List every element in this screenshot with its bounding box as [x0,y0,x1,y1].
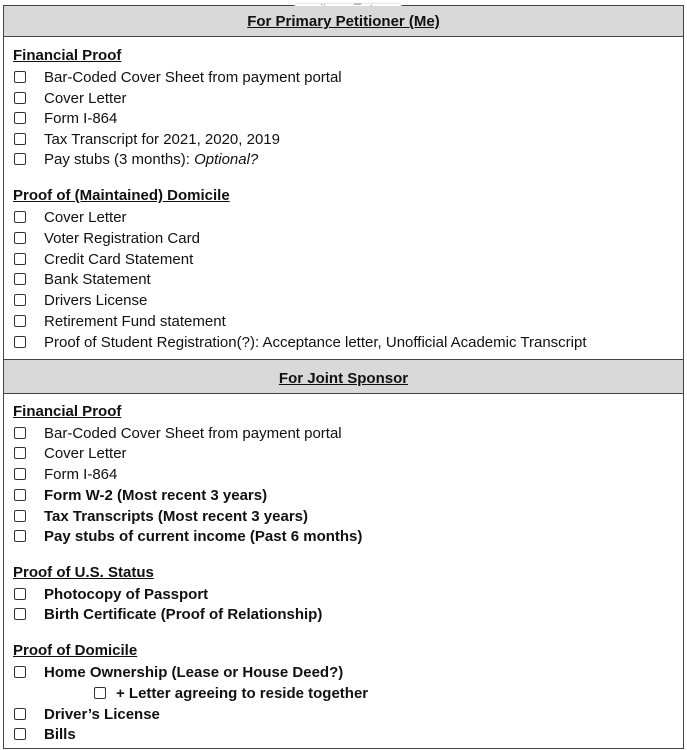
checkbox[interactable] [14,112,26,124]
joint-financial-heading: Financial Proof [13,403,122,420]
primary-financial-item[interactable]: Form I-864 [14,108,117,128]
checkbox[interactable] [14,71,26,83]
primary-domicile-item[interactable]: Cover Letter [14,207,127,227]
primary-financial-heading: Financial Proof [13,47,122,64]
joint-financial-item[interactable]: Tax Transcripts (Most recent 3 years) [14,506,308,526]
primary-domicile-item[interactable]: Drivers License [14,290,147,310]
primary-financial-item[interactable]: Pay stubs (3 months): Optional? [14,149,258,169]
joint-status-item[interactable]: Birth Certificate (Proof of Relationship) [14,604,322,624]
primary-petitioner-header: For Primary Petitioner (Me) [4,6,683,37]
primary-financial-item[interactable]: Bar-Coded Cover Sheet from payment portal [14,67,342,87]
checkbox[interactable] [14,253,26,265]
checkbox[interactable] [14,510,26,522]
checkbox[interactable] [14,608,26,620]
checkbox[interactable] [14,92,26,104]
checkbox[interactable] [14,468,26,480]
joint-financial-item[interactable]: Pay stubs of current income (Past 6 months) [14,526,362,546]
primary-domicile-item[interactable]: Bank Statement [14,269,151,289]
checkbox[interactable] [14,728,26,740]
joint-financial-item[interactable]: Bar-Coded Cover Sheet from payment portal [14,423,342,443]
checkbox[interactable] [14,708,26,720]
primary-domicile-item[interactable]: Credit Card Statement [14,249,193,269]
primary-domicile-item[interactable]: Voter Registration Card [14,228,200,248]
joint-financial-item[interactable]: Form I-864 [14,464,117,484]
joint-financial-item[interactable]: Cover Letter [14,443,127,463]
checkbox[interactable] [14,153,26,165]
joint-status-heading: Proof of U.S. Status [13,564,154,581]
joint-domicile-subitem[interactable]: + Letter agreeing to reside together [94,683,368,703]
primary-domicile-item[interactable]: Proof of Student Registration(?): Acceptance letter, Unofficial Academic Transcript [14,332,587,352]
checkbox[interactable] [14,232,26,244]
primary-financial-item[interactable]: Cover Letter [14,88,127,108]
checkbox[interactable] [14,447,26,459]
checkbox[interactable] [14,588,26,600]
joint-domicile-item[interactable]: Bills [14,724,76,744]
checkbox[interactable] [14,489,26,501]
checklist-table [3,5,684,749]
primary-domicile-heading: Proof of (Maintained) Domicile [13,187,230,204]
checkbox[interactable] [14,211,26,223]
checkbox[interactable] [14,133,26,145]
checkbox[interactable] [14,666,26,678]
checkbox[interactable] [14,530,26,542]
checkbox[interactable] [14,294,26,306]
checkbox[interactable] [14,427,26,439]
checkbox[interactable] [14,273,26,285]
checkbox[interactable] [14,315,26,327]
joint-sponsor-header: For Joint Sponsor [4,359,683,394]
joint-domicile-item[interactable]: Home Ownership (Lease or House Deed?) [14,662,343,682]
checkbox[interactable] [94,687,106,699]
primary-financial-item[interactable]: Tax Transcript for 2021, 2020, 2019 [14,129,280,149]
checkbox[interactable] [14,336,26,348]
joint-domicile-item[interactable]: Driver’s License [14,704,160,724]
joint-financial-item[interactable]: Form W-2 (Most recent 3 years) [14,485,267,505]
primary-domicile-item[interactable]: Retirement Fund statement [14,311,226,331]
joint-status-item[interactable]: Photocopy of Passport [14,584,208,604]
joint-domicile-heading: Proof of Domicile [13,642,138,659]
